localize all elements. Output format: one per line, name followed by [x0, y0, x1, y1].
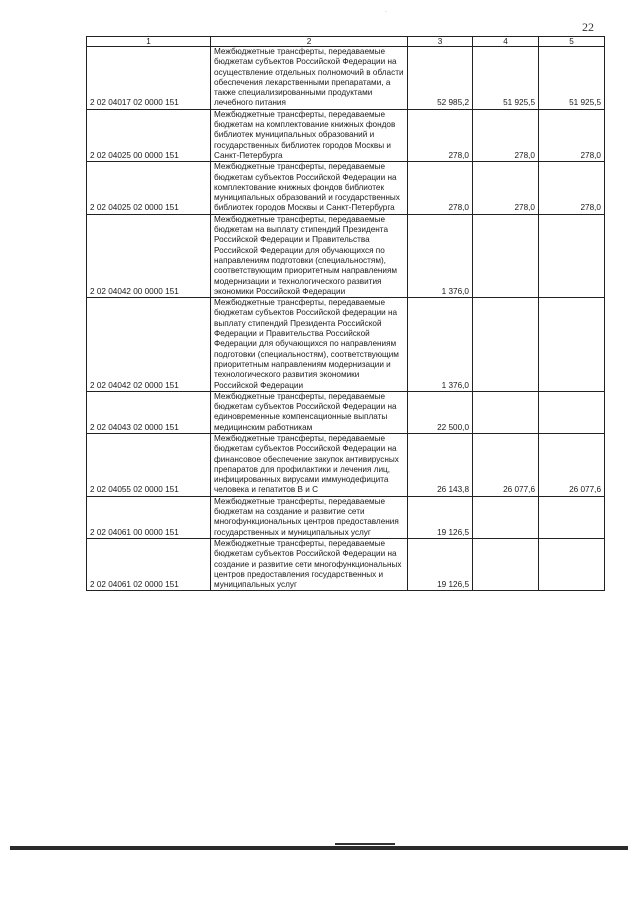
budget-code: 2 02 04043 02 0000 151 — [87, 391, 211, 433]
scan-artifact-line — [335, 843, 395, 845]
amount-col3: 278,0 — [408, 162, 473, 214]
item-description: Межбюджетные трансферты, передаваемые бюджетам на выплату стипендий Президента Российской Федерации и Правительства Российской Федерации для обучающихся по направлениям подготовки (специальностям), соответствующим приоритетным направлениям модернизации и технологического развития экономики Российской Федерации — [211, 214, 408, 297]
header-col-3: 3 — [408, 37, 473, 47]
amount-col4 — [473, 496, 539, 538]
amount-col3: 52 985,2 — [408, 47, 473, 110]
amount-col3: 19 126,5 — [408, 496, 473, 538]
amount-col5: 278,0 — [539, 162, 605, 214]
table-header-row — [87, 37, 605, 47]
budget-code: 2 02 04017 02 0000 151 — [87, 47, 211, 110]
header-col-4: 4 — [473, 37, 539, 47]
table-row — [87, 433, 605, 496]
amount-col3: 278,0 — [408, 109, 473, 161]
item-description: Межбюджетные трансферты, передаваемые бюджетам субъектов Российской Федерации на единовременные компенсационные выплаты медицинским работникам — [211, 391, 408, 433]
amount-col4 — [473, 538, 539, 590]
item-description: Межбюджетные трансферты, передаваемые бюджетам субъектов Российской Федерации на финансовое обеспечение закупок антивирусных препаратов для профилактики и лечения лиц, инфицированных вирусами иммунодефицита человека и гепатитов В и С — [211, 433, 408, 496]
amount-col3: 22 500,0 — [408, 391, 473, 433]
budget-code: 2 02 04025 00 0000 151 — [87, 109, 211, 161]
amount-col5 — [539, 538, 605, 590]
header-col-5: 5 — [539, 37, 605, 47]
amount-col3: 26 143,8 — [408, 433, 473, 496]
item-description: Межбюджетные трансферты, передаваемые бюджетам субъектов Российской федерации на выплату стипендий Президента Российской Федерации и Правительства Российской Федерации для обучающихся по направлениям подготовки (специальностям), соответствующим приоритетным направлениям модернизации и технологического развития экономики Российской Федерации — [211, 298, 408, 392]
table-row — [87, 496, 605, 538]
amount-col3: 19 126,5 — [408, 538, 473, 590]
amount-col5 — [539, 298, 605, 392]
budget-code: 2 02 04061 00 0000 151 — [87, 496, 211, 538]
amount-col4: 26 077,6 — [473, 433, 539, 496]
amount-col4: 278,0 — [473, 109, 539, 161]
amount-col4 — [473, 391, 539, 433]
amount-col4: 51 925,5 — [473, 47, 539, 110]
table-row — [87, 214, 605, 297]
header-col-2: 2 — [211, 37, 408, 47]
table-row — [87, 538, 605, 590]
page-number: 22 — [582, 20, 594, 34]
budget-code: 2 02 04061 02 0000 151 — [87, 538, 211, 590]
item-description: Межбюджетные трансферты, передаваемые бюджетам субъектов Российской Федерации на комплектование книжных фондов библиотек муниципальных образований и государственных библиотек городов Москвы и Санкт-Петербурга — [211, 162, 408, 214]
amount-col5 — [539, 391, 605, 433]
item-description: Межбюджетные трансферты, передаваемые бюджетам субъектов Российской Федерации на осуществление отдельных полномочий в области обеспечения лекарственными препаратами, а также специализированными продуктами лечебного питания — [211, 47, 408, 110]
item-description: Межбюджетные трансферты, передаваемые бюджетам субъектов Российской Федерации на создание и развитие сети многофункциональных центров предоставления государственных и муниципальных услуг — [211, 538, 408, 590]
budget-table — [86, 36, 605, 591]
budget-code: 2 02 04055 02 0000 151 — [87, 433, 211, 496]
table-row — [87, 47, 605, 110]
budget-code: 2 02 04042 00 0000 151 — [87, 214, 211, 297]
amount-col5: 26 077,6 — [539, 433, 605, 496]
amount-col3: 1 376,0 — [408, 298, 473, 392]
amount-col5: 278,0 — [539, 109, 605, 161]
item-description: Межбюджетные трансферты, передаваемые бюджетам на создание и развитие сети многофункциональных центров предоставления государственных и муниципальных услуг — [211, 496, 408, 538]
amount-col4: 278,0 — [473, 162, 539, 214]
table-row — [87, 162, 605, 214]
amount-col5 — [539, 496, 605, 538]
item-description: Межбюджетные трансферты, передаваемые бюджетам на комплектование книжных фондов библиотек муниципальных образований и государственных библиотек городов Москвы и Санкт-Петербурга — [211, 109, 408, 161]
header-col-1: 1 — [87, 37, 211, 47]
budget-code: 2 02 04025 02 0000 151 — [87, 162, 211, 214]
scan-edge-line — [10, 846, 628, 850]
amount-col3: 1 376,0 — [408, 214, 473, 297]
scan-speck: · — [385, 9, 387, 15]
table-row — [87, 109, 605, 161]
amount-col5 — [539, 214, 605, 297]
budget-code: 2 02 04042 02 0000 151 — [87, 298, 211, 392]
amount-col5: 51 925,5 — [539, 47, 605, 110]
table-row — [87, 298, 605, 392]
amount-col4 — [473, 298, 539, 392]
amount-col4 — [473, 214, 539, 297]
table-row — [87, 391, 605, 433]
